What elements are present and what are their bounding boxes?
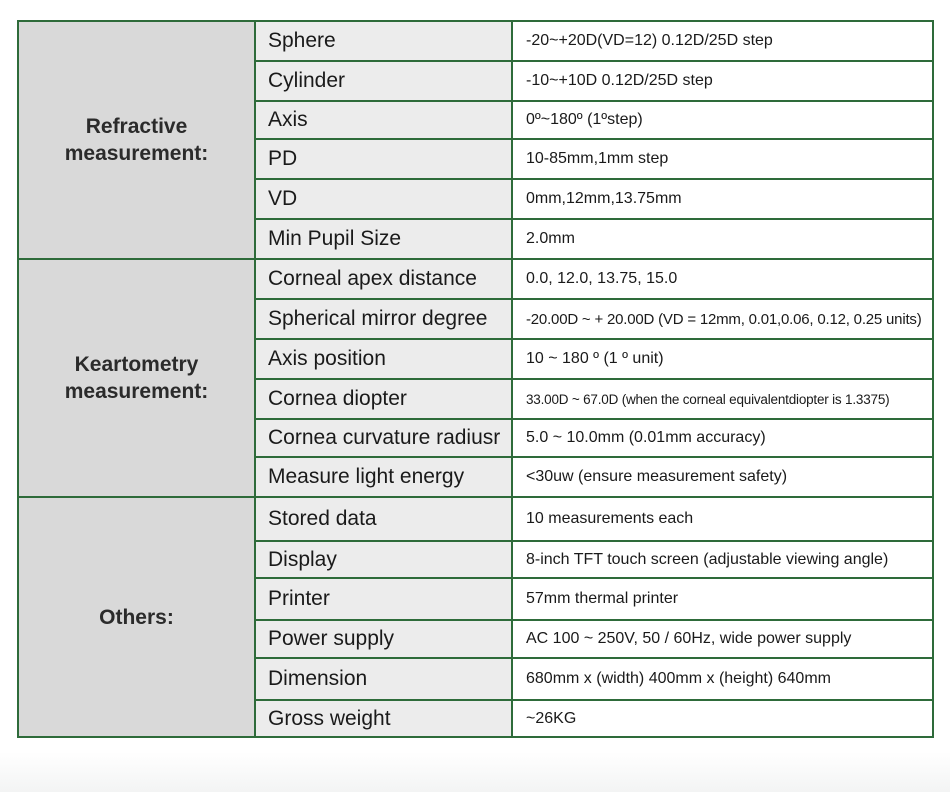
spec-name: Corneal apex distance [255,259,512,299]
spec-value: -20~+20D(VD=12) 0.12D/25D step [512,21,933,61]
spec-name: Gross weight [255,700,512,737]
spec-value: 8-inch TFT touch screen (adjustable viewing angle) [512,541,933,578]
category-others: Others: [18,497,255,737]
spec-name: Stored data [255,497,512,541]
spec-name: PD [255,139,512,179]
spec-name: Power supply [255,620,512,658]
spec-name: Printer [255,578,512,620]
spec-value: 10 ~ 180 º (1 º unit) [512,339,933,379]
spec-value: 33.00D ~ 67.0D (when the corneal equivalentdiopter is 1.3375) [512,379,933,419]
table-row [18,259,933,299]
table-row [18,21,933,61]
spec-value: 5.0 ~ 10.0mm (0.01mm accuracy) [512,419,933,457]
spec-value: ~26KG [512,700,933,737]
spec-name: Axis position [255,339,512,379]
spec-name: Sphere [255,21,512,61]
spec-name: Dimension [255,658,512,700]
spec-value: 2.0mm [512,219,933,259]
spec-value: <30uw (ensure measurement safety) [512,457,933,497]
spec-value: AC 100 ~ 250V, 50 / 60Hz, wide power supply [512,620,933,658]
spec-value: 10-85mm,1mm step [512,139,933,179]
spec-name: Min Pupil Size [255,219,512,259]
spec-value: 10 measurements each [512,497,933,541]
spec-name: Cornea curvature radiusr [255,419,512,457]
spec-value: 0.0, 12.0, 13.75, 15.0 [512,259,933,299]
category-keratometry: Keartometry measurement: [18,259,255,497]
spec-value: 680mm x (width) 400mm x (height) 640mm [512,658,933,700]
spec-table [17,20,934,738]
spec-value: -10~+10D 0.12D/25D step [512,61,933,101]
spec-value: 57mm thermal printer [512,578,933,620]
spec-name: Spherical mirror degree [255,299,512,339]
spec-name: Axis [255,101,512,139]
spec-name: Display [255,541,512,578]
spec-name: VD [255,179,512,219]
spec-value: 0º~180º (1ºstep) [512,101,933,139]
spec-value: -20.00D ~ + 20.00D (VD = 12mm, 0.01,0.06, 0.12, 0.25 units) [512,299,933,339]
bottom-background [0,752,950,792]
spec-name: Cylinder [255,61,512,101]
category-refractive: Refractive measurement: [18,21,255,259]
table-row [18,497,933,541]
spec-name: Cornea diopter [255,379,512,419]
spec-name: Measure light energy [255,457,512,497]
spec-value: 0mm,12mm,13.75mm [512,179,933,219]
